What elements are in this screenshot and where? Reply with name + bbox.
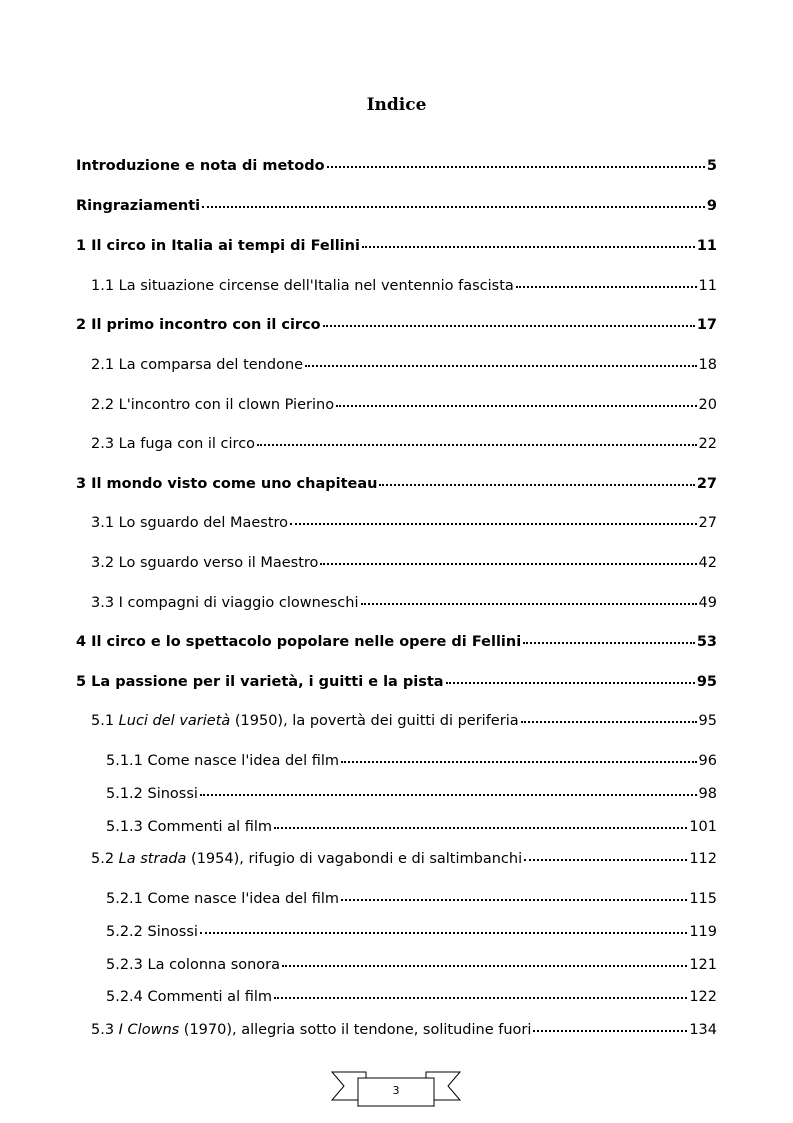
dot-leader <box>274 997 687 999</box>
toc-entry <box>106 955 717 975</box>
page-footer-banner <box>328 1066 464 1110</box>
dot-leader <box>523 642 695 644</box>
toc-entry-page: 27 <box>696 476 717 492</box>
toc-entry <box>76 632 717 652</box>
toc-entry <box>91 593 717 613</box>
toc-entry-label: 3.3 I compagni di viaggio clowneschi <box>91 595 359 611</box>
toc-entry <box>106 987 717 1007</box>
toc-entry-film-title: Luci del varietà <box>118 713 231 729</box>
dot-leader <box>362 246 695 248</box>
toc-entry-label: Introduzione e nota di metodo <box>76 158 325 174</box>
toc-entry-label <box>91 711 519 731</box>
dot-leader <box>327 166 705 168</box>
dot-leader <box>290 523 697 525</box>
toc-entry <box>91 711 717 731</box>
toc-entry-label: Ringraziamenti <box>76 198 201 214</box>
toc-entry <box>106 817 717 837</box>
page-number: 3 <box>392 1084 400 1097</box>
toc-entry-page: 18 <box>698 357 717 373</box>
toc-entry-page: 11 <box>696 238 717 254</box>
toc-entry-page: 95 <box>698 713 717 729</box>
toc-entry-page: 115 <box>689 891 717 907</box>
toc-entry-suffix: (1950), la povertà dei guitti di periferia <box>230 713 519 729</box>
toc-entry <box>76 156 717 176</box>
toc-entry-page: 17 <box>696 317 717 333</box>
toc-entry <box>91 276 717 296</box>
toc-entry-page: 101 <box>689 819 717 835</box>
toc-entry-suffix: (1954), rifugio di vagabondi e di saltimbanchi <box>186 851 523 867</box>
dot-leader <box>202 206 705 208</box>
toc-entry-label: 5.2.2 Sinossi <box>106 924 198 940</box>
dot-leader <box>323 325 695 327</box>
toc-entry-label: 2.3 La fuga con il circo <box>91 436 256 452</box>
dot-leader <box>320 563 696 565</box>
toc-entry-label: 5.1.3 Commenti al film <box>106 819 272 835</box>
dot-leader <box>379 484 694 486</box>
toc-entry-label: 5.2.1 Come nasce l'idea del film <box>106 891 339 907</box>
toc-entry-label: 3 Il mondo visto come uno chapiteau <box>76 476 378 492</box>
toc-entry-page: 98 <box>698 786 717 802</box>
toc-entry-label: 3.1 Lo sguardo del Maestro <box>91 515 289 531</box>
toc-entry-label <box>91 849 522 869</box>
toc-entry-label: 5.2.3 La colonna sonora <box>106 957 281 973</box>
dot-leader <box>524 859 687 861</box>
toc-entry-page: 53 <box>696 634 717 650</box>
page-title: Indice <box>366 95 427 115</box>
toc-entry-label: 4 Il circo e lo spettacolo popolare nelle opere di Fellini <box>76 634 522 650</box>
toc-entry-prefix: 5.1 <box>91 713 119 729</box>
toc-entry <box>106 751 717 771</box>
dot-leader <box>533 1030 687 1032</box>
toc-entry-page: 42 <box>698 555 717 571</box>
dot-leader <box>200 794 697 796</box>
toc-entry <box>91 1020 717 1040</box>
toc-entry <box>76 315 717 335</box>
toc-entry-page: 112 <box>689 851 717 867</box>
toc-entry-label: 1.1 La situazione circense dell'Italia nel ventennio fascista <box>91 278 514 294</box>
toc-entry-label: 5 La passione per il varietà, i guitti e la pista <box>76 674 444 690</box>
toc-entry-label: 2 Il primo incontro con il circo <box>76 317 321 333</box>
toc-entry <box>76 474 717 494</box>
toc-entry <box>91 849 717 869</box>
toc-entry <box>106 784 717 804</box>
toc-entry <box>76 236 717 256</box>
toc-entry <box>91 434 717 454</box>
toc-entry-label: 3.2 Lo sguardo verso il Maestro <box>91 555 319 571</box>
toc-entry <box>106 889 717 909</box>
toc-entry-page: 96 <box>698 753 717 769</box>
toc-entry-prefix: 5.2 <box>91 851 119 867</box>
dot-leader <box>200 932 687 934</box>
dot-leader <box>341 899 687 901</box>
dot-leader <box>305 365 696 367</box>
toc-entry-label: 5.1.1 Come nasce l'idea del film <box>106 753 339 769</box>
toc-entry <box>91 513 717 533</box>
toc-entry-page: 20 <box>698 397 717 413</box>
toc-entry-prefix: 5.3 <box>91 1022 119 1038</box>
toc-entry-film-title: La strada <box>118 851 187 867</box>
dot-leader <box>257 444 697 446</box>
toc-entry-page: 27 <box>698 515 717 531</box>
toc-entry-suffix: (1970), allegria sotto il tendone, solitudine fuori <box>179 1022 532 1038</box>
toc-entry-film-title: I Clowns <box>118 1022 180 1038</box>
dot-leader <box>336 405 696 407</box>
dot-leader <box>361 603 697 605</box>
toc-entry-page: 49 <box>698 595 717 611</box>
toc-entry-page: 121 <box>689 957 717 973</box>
toc-entry-label: 2.1 La comparsa del tendone <box>91 357 304 373</box>
toc-entry-page: 22 <box>698 436 717 452</box>
toc-entry-label: 5.1.2 Sinossi <box>106 786 198 802</box>
toc-entry <box>106 922 717 942</box>
dot-leader <box>341 761 697 763</box>
toc-entry-page: 95 <box>696 674 717 690</box>
dot-leader <box>516 286 697 288</box>
toc-entry-page: 5 <box>706 158 717 174</box>
toc-entry-page: 9 <box>706 198 717 214</box>
toc-entry <box>76 196 717 216</box>
toc-entry <box>91 355 717 375</box>
toc-entry-page: 122 <box>689 989 717 1005</box>
dot-leader <box>446 682 695 684</box>
toc-entry-page: 119 <box>689 924 717 940</box>
toc-entry-label <box>91 1020 531 1040</box>
toc-entry-page: 134 <box>689 1022 717 1038</box>
toc-entry-label: 1 Il circo in Italia ai tempi di Fellini <box>76 238 360 254</box>
toc-entry <box>91 395 717 415</box>
toc-entry-label: 2.2 L'incontro con il clown Pierino <box>91 397 335 413</box>
toc-entry-label: 5.2.4 Commenti al film <box>106 989 272 1005</box>
dot-leader <box>521 721 697 723</box>
dot-leader <box>274 827 687 829</box>
toc-entry <box>76 672 717 692</box>
toc-entry <box>91 553 717 573</box>
dot-leader <box>282 965 687 967</box>
toc-entry-page: 11 <box>698 278 717 294</box>
